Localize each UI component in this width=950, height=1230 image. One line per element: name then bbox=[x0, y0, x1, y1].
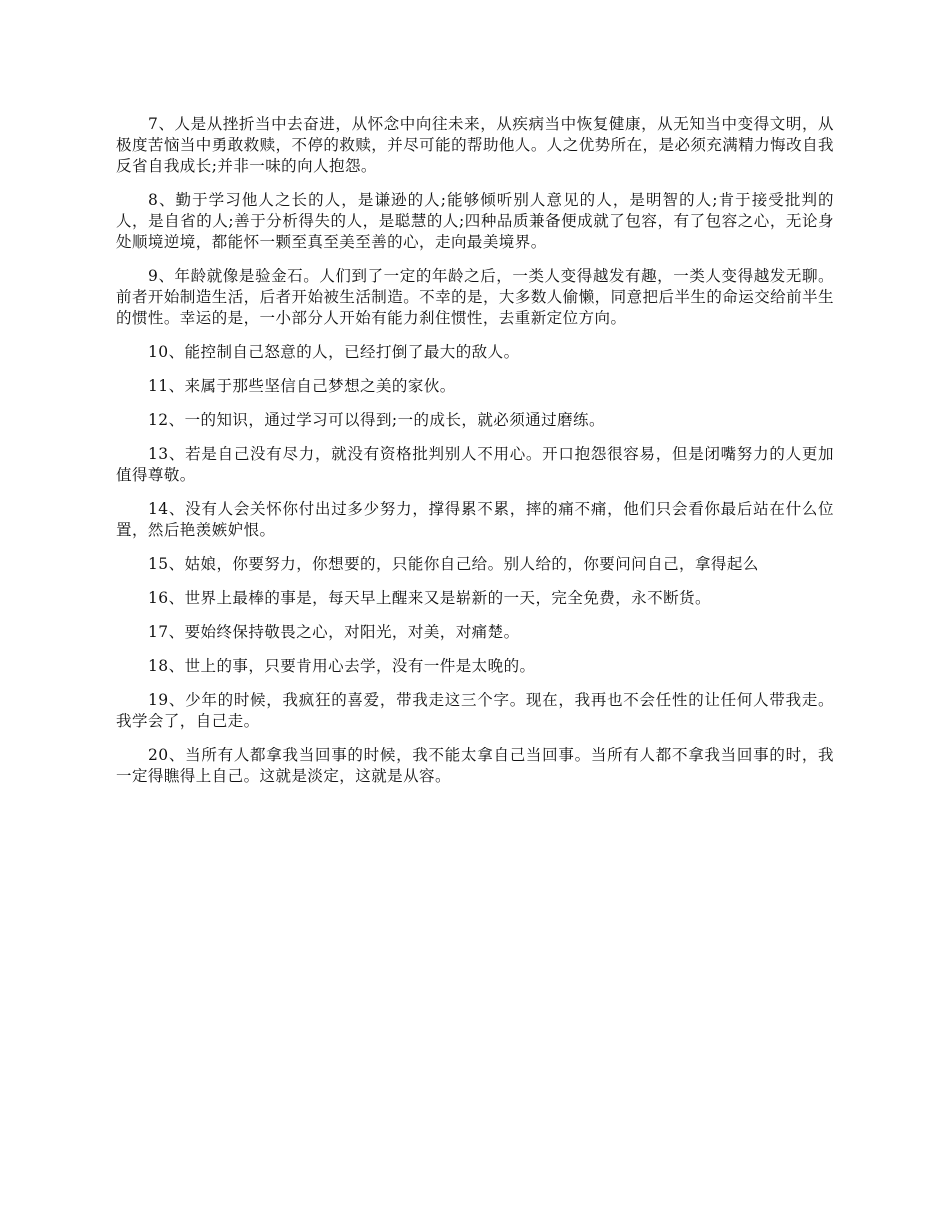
paragraph-20: 20、当所有人都拿我当回事的时候，我不能太拿自己当回事。当所有人都不拿我当回事的时，我一定得瞧得上自己。这就是淡定，这就是从容。 bbox=[116, 746, 834, 785]
paragraph-15: 15、姑娘，你要努力，你想要的，只能你自己给。别人给的，你要问问自己，拿得起么 bbox=[148, 555, 759, 573]
paragraph-17: 17、要始终保持敬畏之心，对阳光，对美，对痛楚。 bbox=[148, 623, 520, 641]
paragraph-8: 8、勤于学习他人之长的人，是谦逊的人;能够倾听别人意见的人，是明智的人;肯于接受批判的人，是自省的人;善于分析得失的人，是聪慧的人;四种品质兼备便成就了包容，有了包容之心，无论身处顺境逆境，都能怀一颗至真至美至善的心，走向最美境界。 bbox=[116, 191, 834, 251]
paragraph-12: 12、一的知识，通过学习可以得到;一的成长，就必须通过磨练。 bbox=[148, 411, 605, 429]
paragraph-18: 18、世上的事，只要肯用心去学，没有一件是太晚的。 bbox=[148, 657, 536, 675]
paragraph-19: 19、少年的时候，我疯狂的喜爱，带我走这三个字。现在，我再也不会任性的让任何人带我走。我学会了，自己走。 bbox=[116, 691, 834, 730]
paragraph-16: 16、世界上最棒的事是，每天早上醒来又是崭新的一天，完全免费，永不断货。 bbox=[148, 589, 711, 607]
paragraph-10: 10、能控制自己怒意的人，已经打倒了最大的敌人。 bbox=[148, 343, 520, 361]
paragraph-11: 11、来属于那些坚信自己梦想之美的家伙。 bbox=[148, 377, 456, 395]
paragraph-14: 14、没有人会关怀你付出过多少努力，撑得累不累，摔的痛不痛，他们只会看你最后站在什么位置，然后艳羡嫉妒恨。 bbox=[116, 500, 834, 539]
paragraph-13: 13、若是自己没有尽力，就没有资格批判别人不用心。开口抱怨很容易，但是闭嘴努力的人更加值得尊敬。 bbox=[116, 445, 834, 484]
document-body bbox=[116, 114, 834, 800]
paragraph-7: 7、人是从挫折当中去奋进，从怀念中向往未来，从疾病当中恢复健康，从无知当中变得文明，从极度苦恼当中勇敢救赎，不停的救赎，并尽可能的帮助他人。人之优势所在，是必须充满精力悔改自我反省自我成长;并非一味的向人抱怨。 bbox=[116, 115, 834, 175]
paragraph-9: 9、年龄就像是验金石。人们到了一定的年龄之后，一类人变得越发有趣，一类人变得越发无聊。前者开始制造生活，后者开始被生活制造。不幸的是，大多数人偷懒，同意把后半生的命运交给前半生的惯性。幸运的是，一小部分人开始有能力刹住惯性，去重新定位方向。 bbox=[116, 267, 834, 327]
